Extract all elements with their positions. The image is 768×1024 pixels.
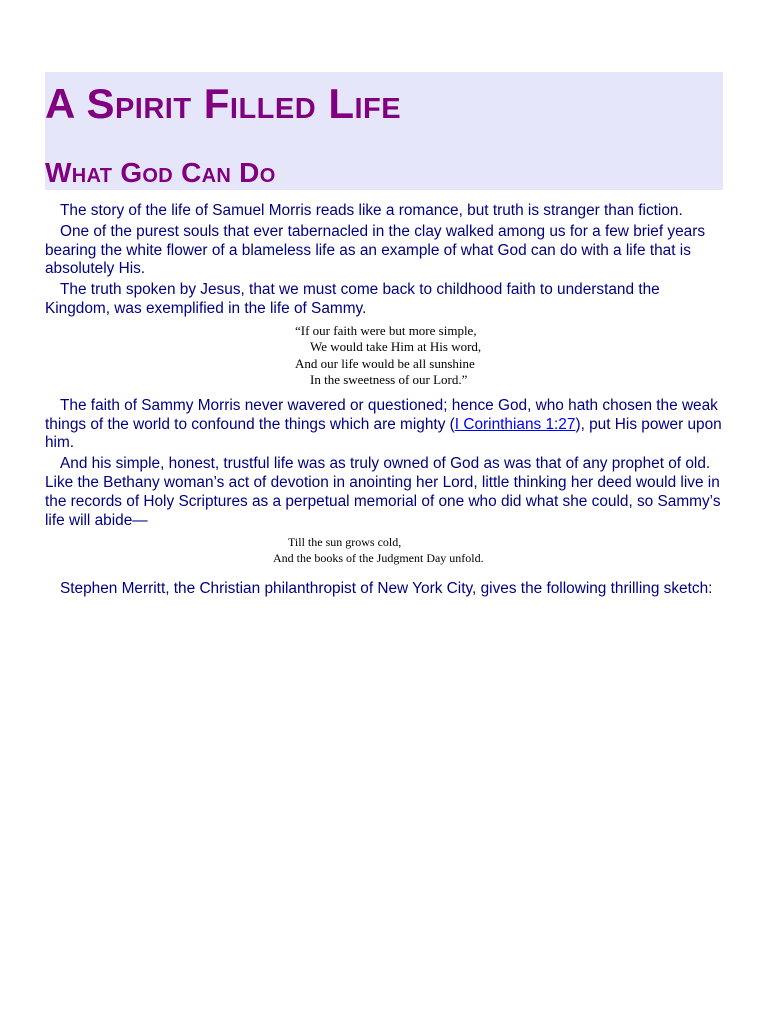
- paragraph-1: The story of the life of Samuel Morris reads like a romance, but truth is stranger than fiction.: [60, 202, 683, 219]
- poem-line: And our life would be all sunshine: [295, 355, 475, 371]
- poem-quote-2: [45, 534, 725, 566]
- poem-line: And the books of the Judgment Day unfold.: [273, 551, 484, 566]
- paragraph-5: And his simple, honest, trustful life was as truly owned of God as was that of any prophet of old. Like the Bethany woman’s act of devotion in anointing her Lord, little thinking her deed would live in the records of Holy Scriptures as a perpetual memorial of one who did what she could, so Sammy’s life will abide—: [45, 455, 721, 529]
- poem-quote-1: [45, 323, 725, 389]
- body-text: [45, 202, 725, 601]
- section-heading: What God Can Do: [45, 157, 276, 188]
- poem-line: “If our faith were but more simple,: [295, 322, 477, 338]
- paragraph-4-text-a: The faith of Sammy Morris never wavered or questioned; hence God, who hath chosen the weak things of the world to confound the things which are mighty (: [45, 396, 718, 433]
- scripture-reference-link[interactable]: I Corinthians 1:27: [454, 415, 576, 433]
- paragraph-4-text-b: ), put His power upon him.: [45, 415, 722, 452]
- poem-line: Till the sun grows cold,: [288, 535, 402, 550]
- paragraph-2: One of the purest souls that ever tabernacled in the clay walked among us for a few brief years bearing the white flower of a blameless life as an example of what God can do with a life that is absolutely His.: [45, 222, 706, 278]
- paragraph-4: [45, 397, 725, 453]
- paragraph-3: The truth spoken by Jesus, that we must come back to childhood faith to understand the Kingdom, was exemplified in the life of Sammy.: [45, 281, 660, 317]
- poem-line: In the sweetness of our Lord.”: [310, 372, 468, 388]
- page-title: A Spirit Filled Life: [45, 80, 402, 127]
- paragraph-6: Stephen Merritt, the Christian philanthropist of New York City, gives the following thrilling sketch:: [60, 580, 713, 598]
- poem-line: We would take Him at His word,: [310, 339, 482, 355]
- title-banner: [45, 72, 723, 190]
